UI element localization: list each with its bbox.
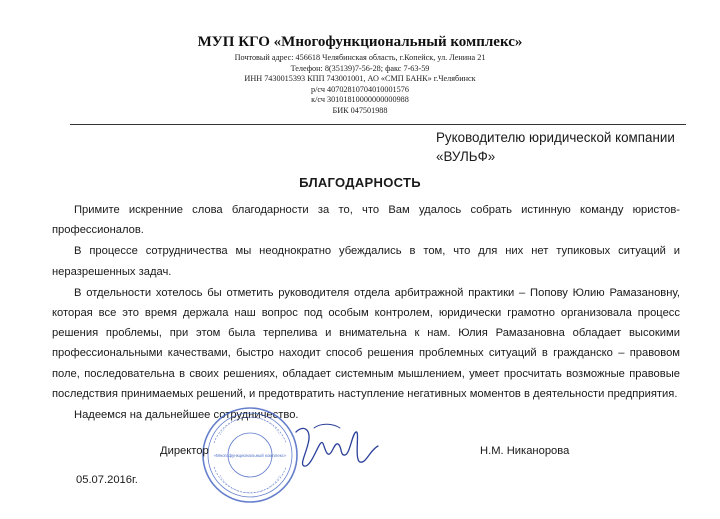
stamp-text: «Многофункциональный комплекс» bbox=[213, 453, 287, 458]
signatory-name: Н.М. Никанорова bbox=[480, 445, 570, 457]
recipient-line-2: «ВУЛЬФ» bbox=[436, 149, 496, 164]
org-inn-bank: ИНН 7430015393 КПП 743001001, АО «СМП БАНК» г.Челябинск bbox=[244, 74, 476, 83]
handwritten-signature bbox=[290, 420, 385, 475]
closing-line: Надеемся на дальнейшее сотрудничество. bbox=[74, 409, 299, 421]
document-title: БЛАГОДАРНОСТЬ bbox=[299, 175, 421, 190]
org-bik: БИК 047501988 bbox=[332, 105, 388, 115]
recipient-line-1: Руководителю юридической компании bbox=[436, 130, 675, 145]
paragraph-3: В отдельности хотелось бы отметить руководителя отдела арбитражной практики – Попову Юлию Рамазановну, которая все это время держала наш вопрос под особым контролем, юридически грамотно организовала процесс решения проблемы, при этом была терпелива и внимательна к нам. Юлия Рамазановна обладает высокими профессиональными качествами, быстро находит способ решения проблемных ситуаций в гражданско – правовом поле, последовательна в своих решениях, обладает системным мышлением, умеет просчитать возможные правовые последствия принимаемых решений, и предотвратить наступление негативных моментов в деятельности предприятия. bbox=[52, 286, 680, 400]
org-address: Почтовый адрес: 456618 Челябинская область, г.Копейск, ул. Ленина 21 bbox=[234, 53, 486, 62]
signatory-role: Директор bbox=[160, 445, 209, 457]
org-details bbox=[0, 53, 720, 116]
letter-body bbox=[52, 200, 680, 405]
org-correspondent-account: к/сч 30101810000000000988 bbox=[311, 95, 409, 104]
org-settlement-account: р/сч 40702810704010001576 bbox=[311, 84, 409, 94]
paragraph-2: В процессе сотрудничества мы неоднократно убеждались в том, что для них нет тупиковых ситуаций и неразрешенных задач. bbox=[52, 245, 680, 278]
paragraph-1: Примите искренние слова благодарности за то, что Вам удалось собрать истинную команду юристов-профессионалов. bbox=[52, 204, 680, 237]
letter-date: 05.07.2016г. bbox=[76, 474, 138, 486]
recipient-block bbox=[436, 128, 696, 166]
org-title: МУП КГО «Многофункциональный комплекс» bbox=[197, 34, 523, 50]
organization-stamp bbox=[200, 405, 300, 505]
header-divider bbox=[70, 124, 686, 125]
org-phone: Телефон: 8(35139)7-56-28; факс 7-63-59 bbox=[290, 63, 430, 73]
